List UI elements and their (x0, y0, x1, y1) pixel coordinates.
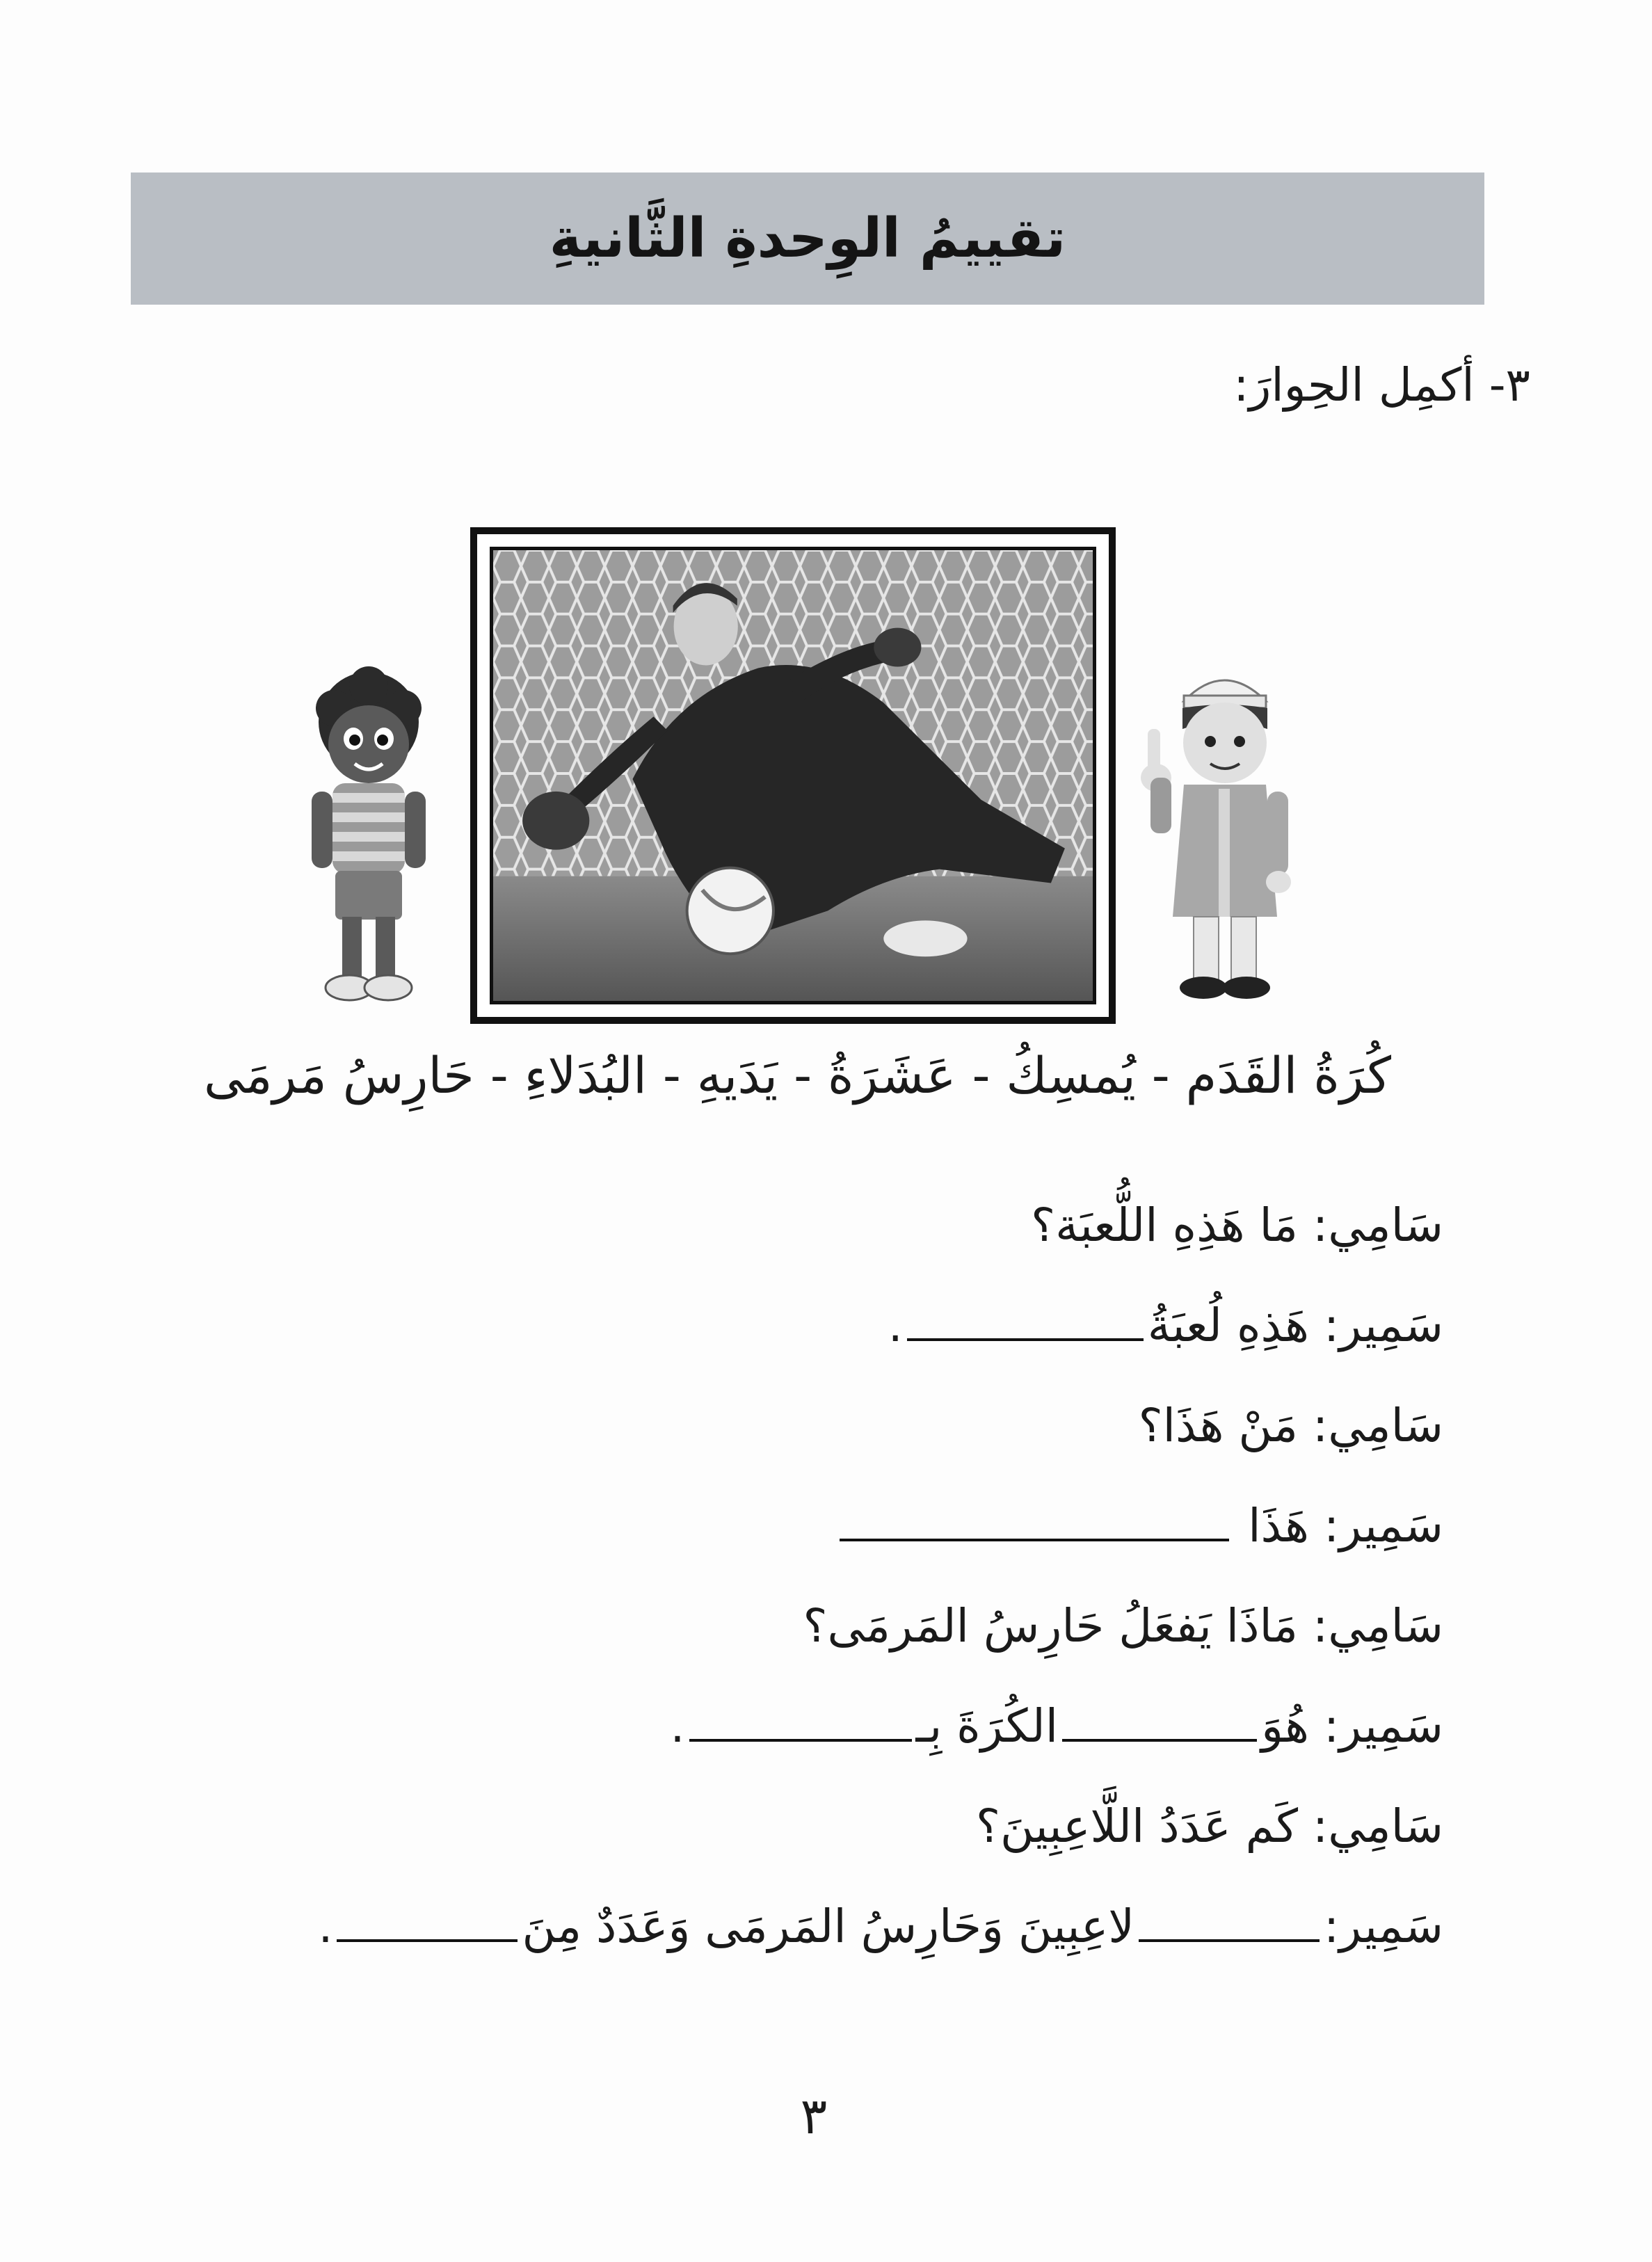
answer-blank[interactable] (907, 1297, 1144, 1341)
speaker-name: سَمِير: (1323, 1900, 1443, 1953)
boy-with-cap-icon (1141, 652, 1308, 1007)
page-title: تقييمُ الوِحدةِ الثَّانيةِ (549, 207, 1066, 270)
goalkeeper-diving-photo (490, 547, 1096, 1004)
dialogue-line (122, 1576, 1443, 1676)
answer-blank[interactable] (337, 1898, 518, 1942)
exercise-instruction: ٣- أكمِل الحِوارَ: (1233, 358, 1530, 412)
speaker-name: سَمِير: (1323, 1499, 1443, 1553)
dialogue (122, 1176, 1443, 1977)
speaker-name: سَامِي: (1312, 1599, 1443, 1653)
answer-blank[interactable] (689, 1697, 912, 1742)
line-text: مَنْ هَذَا؟ (1138, 1399, 1298, 1452)
page-number: ٣ (800, 2087, 828, 2145)
line-text: مَا هَذِهِ اللُّعبَة؟ (1031, 1198, 1298, 1252)
dialogue-line (122, 1676, 1443, 1776)
word-bank: كُرَةُ القَدَم - يُمسِكُ - عَشَرَةُ - يَدَيهِ - البُدَلاءِ - حَارِسُ مَرمَى (203, 1046, 1391, 1105)
dialogue-line (122, 1376, 1443, 1476)
line-end: . (318, 1900, 333, 1953)
dialogue-line (122, 1476, 1443, 1576)
speaker-name: سَمِير: (1323, 1699, 1443, 1753)
dialogue-line (122, 1176, 1443, 1276)
line-mid: لاعِبِينَ وَحَارِسُ المَرمَى وَعَدَدٌ مِنَ (522, 1900, 1134, 1953)
dialogue-line (122, 1877, 1443, 1977)
goalkeeper-photo-frame (470, 527, 1116, 1024)
dialogue-line (122, 1276, 1443, 1376)
speaker-name: سَمِير: (1323, 1299, 1443, 1352)
title-banner (131, 173, 1484, 305)
dialogue-line (122, 1776, 1443, 1877)
line-end: . (670, 1699, 685, 1753)
line-end: . (888, 1299, 903, 1352)
answer-blank[interactable] (840, 1497, 1229, 1541)
line-text: مَاذَا يَفعَلُ حَارِسُ المَرمَى؟ (803, 1599, 1298, 1653)
answer-blank[interactable] (1062, 1697, 1257, 1742)
speaker-name: سَامِي: (1312, 1399, 1443, 1452)
line-text: هَذِهِ لُعبَةُ (1147, 1299, 1309, 1352)
line-text: هَذَا (1248, 1499, 1309, 1553)
boy-striped-shirt-icon (292, 666, 445, 1014)
line-text: هُوَ (1261, 1699, 1309, 1753)
speaker-name: سَامِي: (1312, 1799, 1443, 1853)
line-text: كَم عَدَدُ اللَّاعِبِينَ؟ (975, 1799, 1298, 1853)
answer-blank[interactable] (1139, 1898, 1320, 1942)
line-mid: الكُرَةَ بِـ (915, 1699, 1059, 1753)
speaker-name: سَامِي: (1312, 1198, 1443, 1252)
